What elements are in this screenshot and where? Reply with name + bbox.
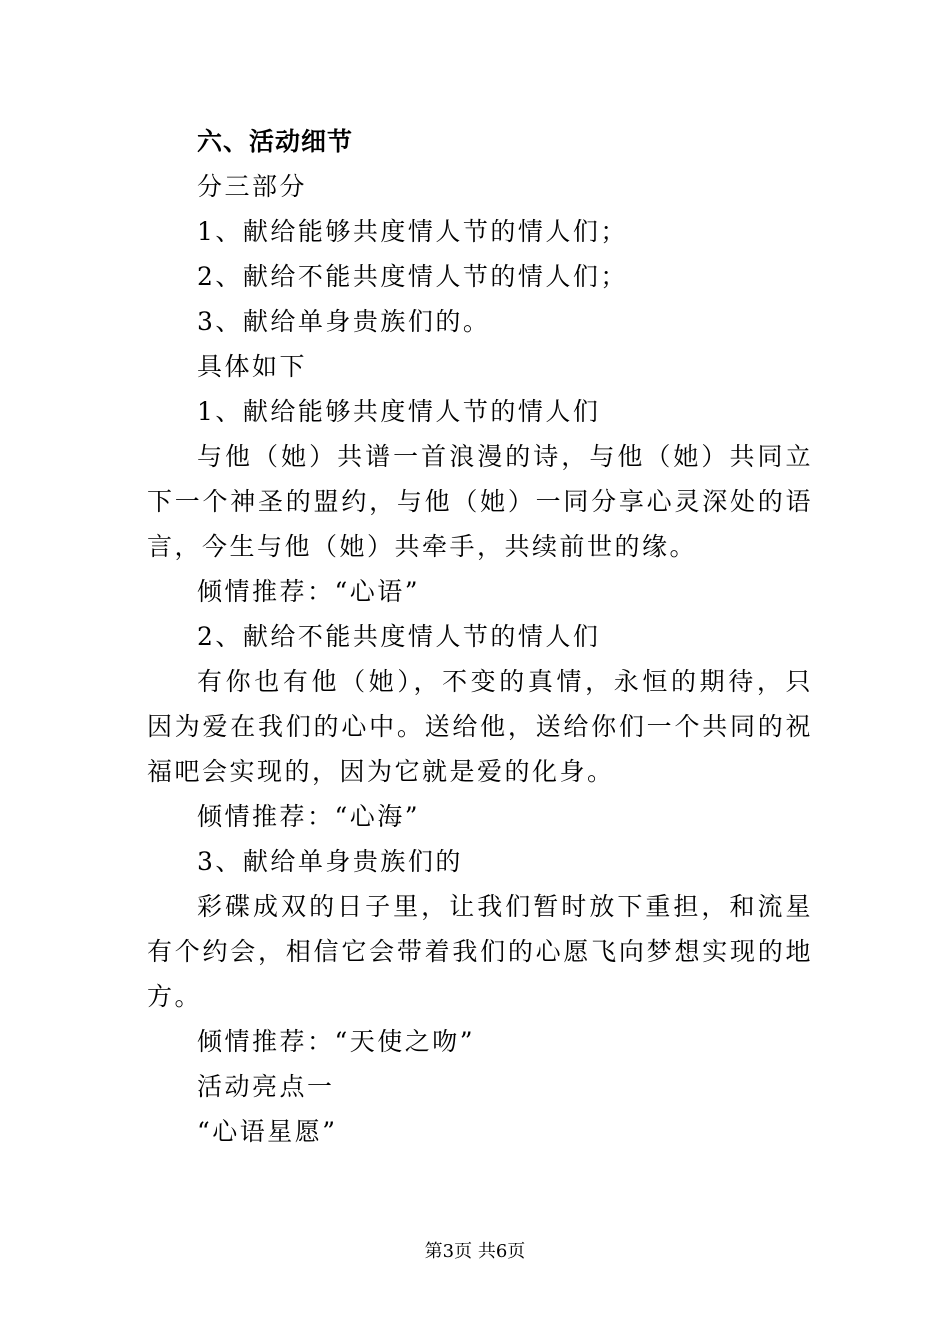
highlight-label: 活动亮点一 xyxy=(197,1072,335,1101)
section3-recommend: 倾情推荐：“天使之吻” xyxy=(197,1027,476,1056)
section1-title: 1、献给能够共度情人节的情人们 xyxy=(197,397,601,426)
details-label: 具体如下 xyxy=(197,352,308,381)
section2-paragraph: 有你也有他（她），不变的真情，永恒的期待，只因为爱在我们的心中。送给他，送给你们一个共同的祝福吧会实现的，因为它就是爱的化身。 xyxy=(147,667,813,786)
section2-title: 2、献给不能共度情人节的情人们 xyxy=(197,622,601,651)
list-item: 2、献给不能共度情人节的情人们； xyxy=(197,262,628,291)
intro-text: 分三部分 xyxy=(197,172,308,201)
document-body xyxy=(147,119,813,1154)
section3-title: 3、献给单身贵族们的 xyxy=(197,847,463,876)
list-item: 3、献给单身贵族们的。 xyxy=(197,307,491,336)
section-heading: 六、活动细节 xyxy=(197,127,354,156)
section3-paragraph: 彩碟成双的日子里，让我们暂时放下重担，和流星有个约会，相信它会带着我们的心愿飞向梦想实现的地方。 xyxy=(147,892,813,1011)
section1-paragraph: 与他（她）共谱一首浪漫的诗，与他（她）共同立下一个神圣的盟约，与他（她）一同分享心灵深处的语言，今生与他（她）共牵手，共续前世的缘。 xyxy=(147,442,813,561)
list-item: 1、献给能够共度情人节的情人们； xyxy=(197,217,628,246)
section1-recommend: 倾情推荐：“心语” xyxy=(197,577,421,606)
highlight-name: “心语星愿” xyxy=(197,1117,338,1146)
page-footer: 第3页 共6页 xyxy=(424,1241,526,1262)
section2-recommend: 倾情推荐：“心海” xyxy=(197,802,421,831)
